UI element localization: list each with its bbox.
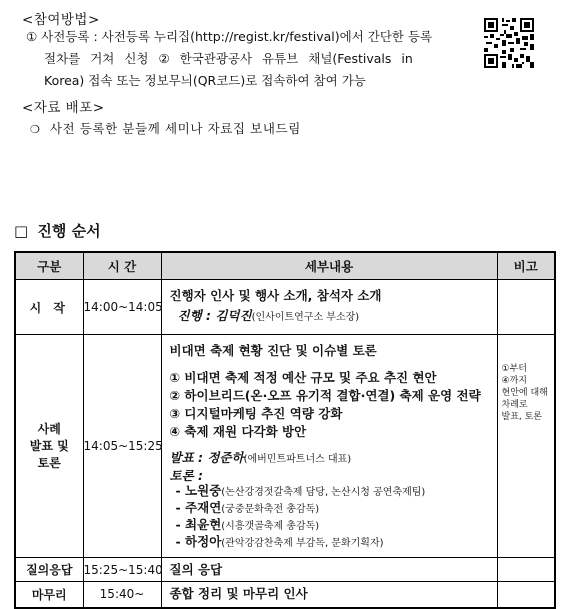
host-org: (인사이트연구소 부소장)	[251, 312, 360, 323]
row-qa-details: 질의 응답	[161, 558, 497, 582]
participation-line-2: 절차를 거쳐 신청 ② 한국관광공사 유튜브 채널(Festivals in	[44, 51, 413, 66]
presenter-label: 발표 : 정준하	[169, 450, 244, 465]
row-qa-category: 질의응답	[15, 558, 83, 582]
case-presenter	[170, 449, 497, 468]
panelist-4: - 하정아(관악강감찬축제 부감독, 문화기획자)	[175, 534, 384, 549]
header-details: 세부내용	[161, 252, 497, 280]
category-line-2: 발표 및	[29, 438, 69, 453]
note-line-5: 발표, 토론	[501, 412, 542, 422]
row-start-host	[170, 306, 497, 328]
row-case-details	[161, 335, 497, 558]
row-case-category	[15, 335, 83, 558]
header-note: 비고	[497, 252, 555, 280]
case-item-1: ① 비대면 축제 적정 예산 규모 및 주요 추진 현안	[169, 370, 437, 385]
participation-line-1: ① 사전등록 : 사전등록 누리집(http://regist.kr/festival)에서 간단한 등록	[26, 29, 433, 44]
header-time: 시 간	[83, 252, 161, 280]
note-line-2: ④까지	[501, 376, 527, 386]
row-qa-time: 15:25~15:40	[83, 558, 161, 582]
table-row-qa	[15, 558, 555, 582]
participation-line-3: Korea) 접속 또는 정보무늬(QR코드)로 접속하여 참여 가능	[44, 73, 366, 88]
row-start-note	[497, 280, 555, 335]
row-closing-note	[497, 582, 555, 608]
panelist-3: - 최윤현(시흥갯골축제 총감독)	[175, 517, 320, 532]
category-line-1: 사례	[37, 421, 61, 436]
schedule-table	[14, 251, 556, 609]
case-item-2: ② 하이브리드(온·오프 유기적 결합·연결) 축제 운영 전략	[169, 388, 481, 403]
table-row-case-study	[15, 335, 555, 558]
row-start-line-1: 진행자 인사 및 행사 소개, 참석자 소개	[169, 288, 382, 303]
schedule-section-title	[14, 220, 101, 241]
row-closing-category: 마무리	[15, 582, 83, 608]
row-case-note	[497, 335, 555, 558]
panelist-1: - 노원중(논산강경젓갈축제 담당, 논산시청 공연축제팀)	[175, 483, 426, 498]
case-item-3: ③ 디지털마케팅 추진 역량 강화	[169, 406, 343, 421]
category-line-3: 토론	[37, 455, 61, 470]
materials-text: 사전 등록한 분들께 세미나 자료집 보내드림	[49, 121, 301, 136]
presenter-org: (에버민트파트너스 대표)	[243, 454, 352, 465]
participation-body	[26, 26, 466, 92]
schedule-title: 진행 순서	[37, 222, 101, 240]
row-qa-note	[497, 558, 555, 582]
case-title: 비대면 축제 현황 진단 및 이슈별 토론	[169, 343, 377, 358]
note-line-4: 차례로	[501, 400, 528, 410]
host-label: 진행 : 김덕진	[177, 308, 252, 323]
row-closing-details: 종합 정리 및 마무리 인사	[161, 582, 497, 608]
participation-header: <참여방법>	[22, 12, 100, 28]
note-line-1: ①부터	[501, 364, 527, 374]
row-case-time: 14:05~15:25	[83, 335, 161, 558]
row-start-time: 14:00~14:05	[83, 280, 161, 335]
materials-header: <자료 배포>	[22, 100, 105, 116]
case-item-4: ④ 축제 재원 다각화 방안	[169, 424, 307, 439]
materials-body	[30, 118, 301, 141]
note-line-3: 현안에 대해	[501, 388, 548, 398]
qr-code-icon[interactable]	[484, 18, 534, 68]
table-row-closing	[15, 582, 555, 608]
row-start-details	[161, 280, 497, 335]
discussion-label: 토론 :	[169, 468, 204, 483]
panelist-2: - 주재연(궁중문화축전 총감독)	[175, 500, 320, 515]
header-category: 구분	[15, 252, 83, 280]
table-header-row	[15, 252, 555, 280]
checkbox-square-icon: □	[14, 222, 29, 240]
row-start-category: 시 작	[15, 280, 83, 335]
row-closing-time: 15:40~	[83, 582, 161, 608]
bullet-icon: ❍	[30, 123, 40, 136]
table-row-start	[15, 280, 555, 335]
